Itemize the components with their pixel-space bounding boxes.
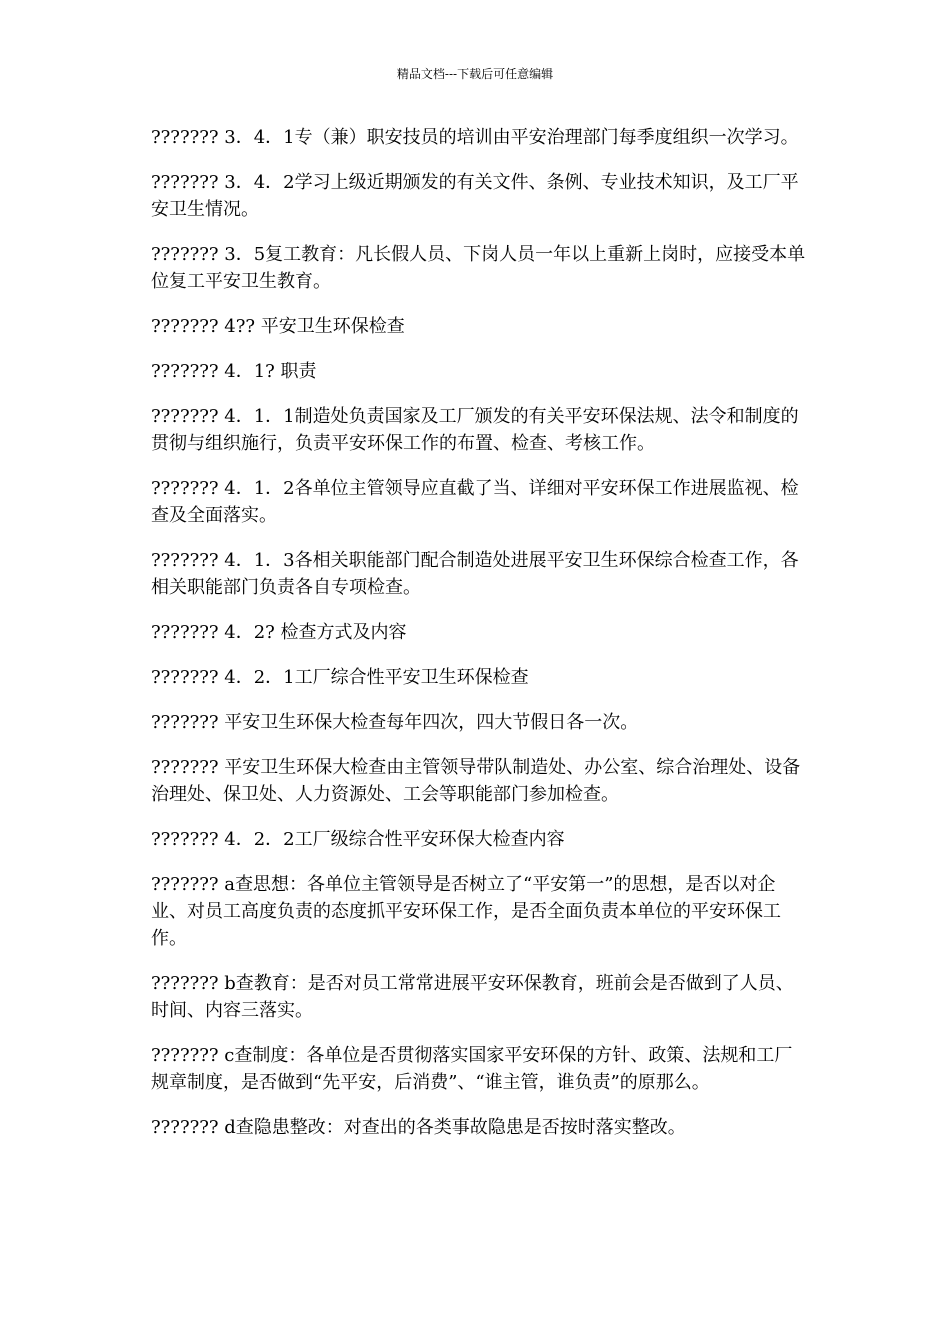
paragraph: ??????? 3．4．2学习上级近期颁发的有关文件、条例、专业技术知识，及工厂平安卫生情况。: [151, 172, 799, 220]
paragraph: ??????? 4．1．2各单位主管领导应直截了当、详细对平安环保工作进展监视、检查及全面落实。: [151, 478, 799, 526]
section-heading: ??????? 4?? 平安卫生环保检查: [151, 316, 405, 337]
paragraph: ??????? 4．2．1工厂综合性平安卫生环保检查: [151, 667, 529, 688]
document-body: [151, 124, 806, 1159]
paragraph: ??????? 4．2．2工厂级综合性平安环保大检查内容: [151, 829, 565, 850]
paragraph: ??????? 平安卫生环保大检查每年四次，四大节假日各一次。: [151, 712, 639, 733]
page-header: 精品文档---下载后可任意编辑: [396, 67, 554, 81]
list-item: ??????? a查思想：各单位主管领导是否树立了“平安第一”的思想，是否以对企业、对员工高度负责的态度抓平安环保工作，是否全面负责本单位的平安环保工作。: [151, 874, 781, 949]
list-item: ??????? c查制度：各单位是否贯彻落实国家平安环保的方针、政策、法规和工厂规章制度，是否做到“先平安，后消费”、“谁主管，谁负责”的原那么。: [151, 1045, 793, 1093]
subsection-heading: ??????? 4．2? 检查方式及内容: [151, 622, 407, 643]
list-item: ??????? d查隐患整改：对查出的各类事故隐患是否按时落实整改。: [151, 1117, 686, 1138]
subsection-heading: ??????? 4．1? 职责: [151, 361, 317, 382]
paragraph: ??????? 3．4．1专（兼）职安技员的培训由平安治理部门每季度组织一次学习。: [151, 127, 799, 148]
paragraph: ??????? 平安卫生环保大检查由主管领导带队制造处、办公室、综合治理处、设备治理处、保卫处、人力资源处、工会等职能部门参加检查。: [151, 757, 801, 805]
list-item: ??????? b查教育：是否对员工常常进展平安环保教育，班前会是否做到了人员、时间、内容三落实。: [151, 973, 794, 1021]
paragraph: ??????? 3．5复工教育：凡长假人员、下岗人员一年以上重新上岗时，应接受本单位复工平安卫生教育。: [151, 244, 806, 292]
paragraph: ??????? 4．1．1制造处负责国家及工厂颁发的有关平安环保法规、法令和制度的贯彻与组织施行，负责平安环保工作的布置、检查、考核工作。: [151, 406, 799, 454]
paragraph: ??????? 4．1．3各相关职能部门配合制造处进展平安卫生环保综合检查工作，各相关职能部门负责各自专项检查。: [151, 550, 799, 598]
